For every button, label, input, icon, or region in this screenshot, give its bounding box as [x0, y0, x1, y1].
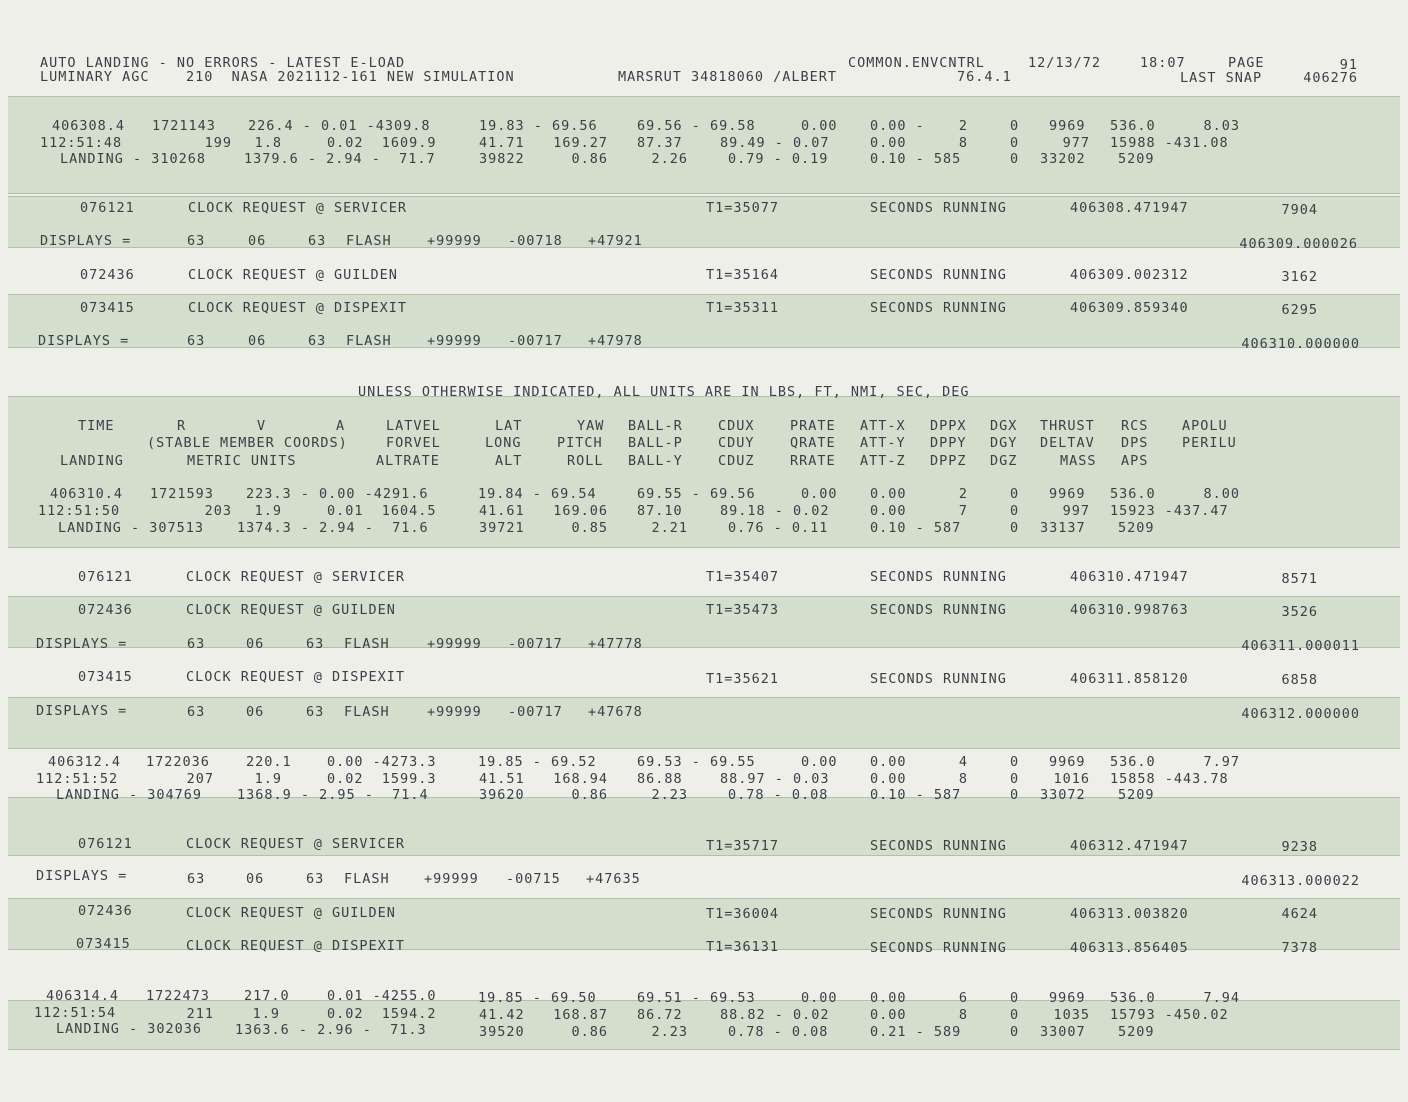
display-r3: +47921 — [588, 233, 643, 249]
display-r2: -00717 — [508, 636, 563, 652]
clock-address: 072436 — [78, 602, 133, 618]
display-time: 406310.000000 — [1241, 336, 1360, 352]
snap-time: 406308.4 — [52, 118, 126, 134]
snap-r: 211 — [186, 1006, 214, 1022]
clock-running-label: SECONDS RUNNING — [870, 671, 1007, 687]
snap-pitch: 168.87 — [553, 1007, 608, 1023]
snap-thrust: 9969 — [1049, 486, 1086, 502]
clock-t1: T1=35621 — [706, 671, 780, 687]
program-name: COMMON.ENVCNTRL — [848, 55, 985, 71]
snap-mass: 33007 — [1040, 1024, 1086, 1040]
display-verb: 63 — [187, 333, 206, 349]
col-altrate: ALTRATE — [376, 453, 440, 469]
snap-dgy: 0 — [1010, 503, 1020, 519]
snap-dgy: 0 — [1010, 771, 1020, 787]
snap-attz: 0.21 - 589 — [870, 1024, 962, 1040]
snap-atty: 0.00 — [870, 503, 907, 519]
clock-t1: T1=36131 — [706, 939, 780, 955]
snap-apolu: 8.03 — [1203, 118, 1240, 134]
report-subtitle: LUMINARY AGC 210 NASA 2021112-161 NEW SIMULATION — [40, 69, 515, 85]
snap-met: 112:51:52 — [36, 771, 119, 787]
display-flash: FLASH — [344, 704, 390, 720]
snap-dg: 0 — [1010, 486, 1020, 502]
display-time: 406311.000011 — [1241, 638, 1360, 654]
display-prog: 63 — [306, 636, 325, 652]
snap-r: 1721593 — [150, 486, 214, 502]
col-perilu: PERILU — [1182, 435, 1237, 451]
snap-cduz: 0.76 - 0.11 — [728, 520, 829, 536]
clock-running-label: SECONDS RUNNING — [870, 940, 1007, 956]
snap-met: 112:51:50 — [38, 503, 121, 519]
snap-bally: 2.21 — [651, 520, 688, 536]
col-prate: PRATE — [790, 418, 836, 434]
clock-running-label: SECONDS RUNNING — [870, 838, 1007, 854]
display-noun: 06 — [248, 333, 267, 349]
clock-count: 8571 — [1281, 571, 1318, 587]
snap-met: 112:51:54 — [34, 1005, 117, 1021]
display-r3: +47778 — [588, 636, 643, 652]
last-snap-value: 406276 — [1303, 70, 1358, 86]
snap-cduy: 89.18 - 0.02 — [720, 503, 830, 519]
display-flash: FLASH — [346, 233, 392, 249]
snap-alt: 39822 — [479, 151, 525, 167]
snap-cduz: 0.78 - 0.08 — [728, 1024, 829, 1040]
clock-request: CLOCK REQUEST @ SERVICER — [186, 569, 406, 585]
display-r2: -00717 — [508, 333, 563, 349]
snap-ball: 69.56 - 69.58 — [637, 118, 756, 134]
col-ball-p: BALL-P — [628, 435, 683, 451]
col-pitch: PITCH — [557, 435, 603, 451]
clock-address: 072436 — [80, 267, 135, 283]
col-yaw: YAW — [577, 418, 605, 434]
col-dppx: DPPX — [930, 418, 967, 434]
snap-dps: 15793 -450.02 — [1110, 1007, 1229, 1023]
snap-landing: LANDING - 307513 — [58, 520, 205, 536]
clock-request: CLOCK REQUEST @ SERVICER — [186, 836, 406, 852]
col-thrust: THRUST — [1040, 418, 1095, 434]
snap-v: 217.0 — [244, 988, 290, 1004]
col-ball-r: BALL-R — [628, 418, 683, 434]
snap-attz: 0.10 - 587 — [870, 787, 962, 803]
clock-count: 3526 — [1281, 604, 1318, 620]
snap-prate: 0.00 — [801, 754, 838, 770]
snap-long: 41.61 — [479, 503, 525, 519]
clock-seconds: 406308.471947 — [1070, 200, 1189, 216]
display-r1: +99999 — [427, 704, 482, 720]
clock-address: 073415 — [80, 300, 135, 316]
snap-a: 0.01 1604.5 — [327, 503, 437, 519]
snap-bally: 2.23 — [651, 787, 688, 803]
col-landing: LANDING — [60, 453, 124, 469]
display-verb: 63 — [187, 704, 206, 720]
display-verb: 63 — [187, 233, 206, 249]
version-number: 76.4.1 — [957, 69, 1012, 85]
snap-apolu: 8.00 — [1203, 486, 1240, 502]
col-rrate: RRATE — [790, 453, 836, 469]
clock-running-label: SECONDS RUNNING — [870, 602, 1007, 618]
col-att-x: ATT-X — [860, 418, 906, 434]
clock-request: CLOCK REQUEST @ DISPEXIT — [186, 938, 406, 954]
snap-ballp: 86.88 — [637, 771, 683, 787]
snap-v: 220.1 — [246, 754, 292, 770]
snap-deltav: 1035 — [1053, 1007, 1090, 1023]
displays-label: DISPLAYS = — [36, 703, 128, 719]
snap-thrust: 9969 — [1049, 754, 1086, 770]
col-r: R — [177, 418, 187, 434]
col-rcs: RCS — [1121, 418, 1149, 434]
snap-r: 207 — [186, 771, 214, 787]
clock-address: 076121 — [80, 200, 135, 216]
clock-seconds: 406313.856405 — [1070, 940, 1189, 956]
snap-v: 1.9 — [254, 771, 282, 787]
snap-long: 41.51 — [479, 771, 525, 787]
paper-band — [8, 697, 1400, 749]
clock-count: 7378 — [1281, 940, 1318, 956]
snap-met: 112:51:48 — [40, 135, 123, 151]
snap-bally: 2.26 — [651, 151, 688, 167]
clock-t1: T1=35164 — [706, 267, 780, 283]
snap-att: 0.00 — [870, 486, 907, 502]
clock-count: 4624 — [1281, 906, 1318, 922]
col-metric-units: METRIC UNITS — [187, 453, 297, 469]
snap-mass: 33202 — [1040, 151, 1086, 167]
clock-t1: T1=35077 — [706, 200, 780, 216]
snap-ballp: 87.37 — [637, 135, 683, 151]
snap-alt: 39620 — [479, 787, 525, 803]
snap-dps: 15988 -431.08 — [1110, 135, 1229, 151]
snap-dpp: 2 — [958, 118, 968, 134]
snap-r: 199 — [204, 135, 232, 151]
clock-address: 073415 — [76, 936, 131, 952]
display-r2: -00715 — [506, 871, 561, 887]
snap-alt: 39721 — [479, 520, 525, 536]
snap-latvel: 1379.6 - 2.94 - 71.7 — [244, 151, 436, 167]
snap-dps: 15858 -443.78 — [1110, 771, 1229, 787]
snap-dg: 0 — [1010, 990, 1020, 1006]
col-apolu: APOLU — [1182, 418, 1228, 434]
snap-roll: 0.86 — [571, 787, 608, 803]
snap-dgz: 0 — [1010, 151, 1020, 167]
snap-att: 0.00 — [870, 990, 907, 1006]
col-cdux: CDUX — [718, 418, 755, 434]
clock-address: 076121 — [78, 836, 133, 852]
clock-running-label: SECONDS RUNNING — [870, 300, 1007, 316]
snap-cduy: 88.82 - 0.02 — [720, 1007, 830, 1023]
col-dgz: DGZ — [990, 453, 1018, 469]
display-noun: 06 — [248, 233, 267, 249]
col-att-z: ATT-Z — [860, 453, 906, 469]
snap-a-latvel: 0.00 -4273.3 — [327, 754, 437, 770]
col-dgx: DGX — [990, 418, 1018, 434]
snap-latvel: 1368.9 - 2.95 - 71.4 — [237, 787, 429, 803]
snap-attz: 0.10 - 587 — [870, 520, 962, 536]
clock-count: 3162 — [1281, 269, 1318, 285]
snap-dpp: 2 — [958, 486, 968, 502]
snap-v: 1.9 — [252, 1006, 280, 1022]
snap-prate: 0.00 — [801, 990, 838, 1006]
clock-seconds: 406311.858120 — [1070, 671, 1189, 687]
col-cduz: CDUZ — [718, 453, 755, 469]
clock-t1: T1=35311 — [706, 300, 780, 316]
report-time: 18:07 — [1140, 55, 1186, 71]
col-mass: MASS — [1060, 453, 1097, 469]
display-time: 406309.000026 — [1239, 236, 1358, 252]
clock-seconds: 406309.002312 — [1070, 267, 1189, 283]
clock-count: 7904 — [1281, 202, 1318, 218]
col-stable-member: (STABLE MEMBER COORDS) — [147, 435, 348, 451]
col-alt: ALT — [495, 453, 523, 469]
clock-count: 6295 — [1281, 302, 1318, 318]
snap-long: 41.71 — [479, 135, 525, 151]
page-label: PAGE — [1228, 55, 1265, 71]
display-r3: +47678 — [588, 704, 643, 720]
clock-running-label: SECONDS RUNNING — [870, 569, 1007, 585]
clock-request: CLOCK REQUEST @ DISPEXIT — [186, 669, 406, 685]
col-aps: APS — [1121, 453, 1149, 469]
col-ball-y: BALL-Y — [628, 453, 683, 469]
snap-dgz: 0 — [1010, 787, 1020, 803]
snap-dppy: 8 — [958, 1007, 968, 1023]
snap-pitch: 168.94 — [553, 771, 608, 787]
snap-a: 0.02 1599.3 — [327, 771, 437, 787]
clock-t1: T1=35407 — [706, 569, 780, 585]
clock-t1: T1=36004 — [706, 906, 780, 922]
report-date: 12/13/72 — [1028, 55, 1102, 71]
display-flash: FLASH — [344, 871, 390, 887]
col-time: TIME — [78, 418, 115, 434]
snap-bally: 2.23 — [651, 1024, 688, 1040]
snap-mass: 33072 — [1040, 787, 1086, 803]
snap-attz: 0.10 - 585 — [870, 151, 962, 167]
snap-lat-yaw: 19.85 - 69.52 — [478, 754, 597, 770]
snap-thrust: 9969 — [1049, 118, 1086, 134]
clock-request: CLOCK REQUEST @ DISPEXIT — [188, 300, 408, 316]
snap-dpp: 4 — [958, 754, 968, 770]
col-dppy: DPPY — [930, 435, 967, 451]
snap-rcs: 536.0 — [1110, 754, 1156, 770]
snap-pitch: 169.06 — [553, 503, 608, 519]
report-title: AUTO LANDING - NO ERRORS - LATEST E-LOAD — [40, 55, 406, 71]
snap-v: 1.9 — [254, 503, 282, 519]
col-dgy: DGY — [990, 435, 1018, 451]
clock-count: 9238 — [1281, 839, 1318, 855]
clock-seconds: 406309.859340 — [1070, 300, 1189, 316]
snap-v: 1.8 — [254, 135, 282, 151]
snap-apolu: 7.94 — [1203, 990, 1240, 1006]
col-deltav: DELTAV — [1040, 435, 1095, 451]
display-prog: 63 — [306, 704, 325, 720]
snap-atty: 0.00 — [870, 1007, 907, 1023]
col-dppz: DPPZ — [930, 453, 967, 469]
snap-latvel: 1363.6 - 2.96 - 71.3 — [235, 1022, 427, 1038]
clock-address: 072436 — [78, 903, 133, 919]
snap-dppy: 8 — [958, 771, 968, 787]
snap-ballp: 87.10 — [637, 503, 683, 519]
snap-atty: 0.00 — [870, 771, 907, 787]
snap-dps: 15923 -437.47 — [1110, 503, 1229, 519]
snap-prate: 0.00 — [801, 486, 838, 502]
snap-r: 203 — [204, 503, 232, 519]
snap-roll: 0.86 — [571, 1024, 608, 1040]
display-noun: 06 — [246, 871, 265, 887]
display-r2: -00718 — [508, 233, 563, 249]
snap-rcs: 536.0 — [1110, 486, 1156, 502]
col-lat: LAT — [495, 418, 523, 434]
snap-ballp: 86.72 — [637, 1007, 683, 1023]
col-a: A — [336, 418, 346, 434]
snap-dpp: 6 — [958, 990, 968, 1006]
snap-lat-yaw: 19.83 - 69.56 — [479, 118, 598, 134]
snap-rcs: 536.0 — [1110, 990, 1156, 1006]
display-prog: 63 — [306, 871, 325, 887]
snap-r: 1722036 — [146, 754, 210, 770]
snap-time: 406314.4 — [46, 988, 120, 1004]
snap-ball: 69.51 - 69.53 — [637, 990, 756, 1006]
clock-running-label: SECONDS RUNNING — [870, 906, 1007, 922]
snap-a-latvel: 0.01 -4255.0 — [327, 988, 437, 1004]
display-prog: 63 — [308, 233, 327, 249]
clock-count: 6858 — [1281, 672, 1318, 688]
col-roll: ROLL — [567, 453, 604, 469]
clock-request: CLOCK REQUEST @ GUILDEN — [188, 267, 398, 283]
snap-long: 41.42 — [479, 1007, 525, 1023]
col-dps: DPS — [1121, 435, 1149, 451]
clock-request: CLOCK REQUEST @ GUILDEN — [186, 905, 396, 921]
snap-ball: 69.55 - 69.56 — [637, 486, 756, 502]
display-verb: 63 — [187, 871, 206, 887]
snap-pitch: 169.27 — [553, 135, 608, 151]
snap-deltav: 1016 — [1053, 771, 1090, 787]
snap-cduy: 89.49 - 0.07 — [720, 135, 830, 151]
snap-r: 1722473 — [146, 988, 210, 1004]
snap-landing: LANDING - 310268 — [60, 151, 207, 167]
snap-prate: 0.00 — [801, 118, 838, 134]
display-flash: FLASH — [344, 636, 390, 652]
clock-running-label: SECONDS RUNNING — [870, 267, 1007, 283]
snap-att: 0.00 — [870, 754, 907, 770]
display-r3: +47635 — [586, 871, 641, 887]
clock-address: 076121 — [78, 569, 133, 585]
snap-a: 0.02 1594.2 — [327, 1006, 437, 1022]
page-number: 91 — [1339, 57, 1358, 73]
snap-aps: 5209 — [1118, 151, 1155, 167]
display-noun: 06 — [246, 704, 265, 720]
units-note: UNLESS OTHERWISE INDICATED, ALL UNITS ARE IN LBS, FT, NMI, SEC, DEG — [358, 384, 970, 400]
snap-time: 406310.4 — [50, 486, 124, 502]
display-r1: +99999 — [427, 233, 482, 249]
snap-cduz: 0.79 - 0.19 — [728, 151, 829, 167]
clock-running-label: SECONDS RUNNING — [870, 200, 1007, 216]
clock-t1: T1=35473 — [706, 602, 780, 618]
snap-cduy: 88.97 - 0.03 — [720, 771, 830, 787]
snap-lat-yaw: 19.84 - 69.54 — [478, 486, 597, 502]
snap-dppy: 7 — [958, 503, 968, 519]
snap-cduz: 0.78 - 0.08 — [728, 787, 829, 803]
snap-r: 1721143 — [152, 118, 216, 134]
col-forvel: FORVEL — [386, 435, 441, 451]
snap-deltav: 997 — [1062, 503, 1090, 519]
display-r1: +99999 — [427, 333, 482, 349]
snap-apolu: 7.97 — [1203, 754, 1240, 770]
snap-landing: LANDING - 302036 — [56, 1021, 203, 1037]
snap-a: 0.02 1609.9 — [327, 135, 437, 151]
displays-label: DISPLAYS = — [36, 636, 128, 652]
display-r1: +99999 — [427, 636, 482, 652]
clock-t1: T1=35717 — [706, 838, 780, 854]
displays-label: DISPLAYS = — [36, 868, 128, 884]
clock-request: CLOCK REQUEST @ GUILDEN — [186, 602, 396, 618]
snap-lat-yaw: 19.85 - 69.50 — [478, 990, 597, 1006]
snap-alt: 39520 — [479, 1024, 525, 1040]
snap-dg: 0 — [1010, 754, 1020, 770]
snap-rcs: 536.0 — [1110, 118, 1156, 134]
display-r3: +47978 — [588, 333, 643, 349]
snap-time: 406312.4 — [48, 754, 122, 770]
snap-dgy: 0 — [1010, 1007, 1020, 1023]
clock-seconds: 406313.003820 — [1070, 906, 1189, 922]
display-r2: -00717 — [508, 704, 563, 720]
display-prog: 63 — [308, 333, 327, 349]
display-flash: FLASH — [346, 333, 392, 349]
col-qrate: QRATE — [790, 435, 836, 451]
snap-landing: LANDING - 304769 — [56, 787, 203, 803]
clock-seconds: 406310.471947 — [1070, 569, 1189, 585]
col-cduy: CDUY — [718, 435, 755, 451]
snap-va: 223.3 - 0.00 -4291.6 — [246, 486, 429, 502]
display-noun: 06 — [246, 636, 265, 652]
display-r1: +99999 — [424, 871, 479, 887]
job-id: MARSRUT 34818060 /ALBERT — [618, 69, 838, 85]
snap-dg: 0 — [1010, 118, 1020, 134]
clock-address: 073415 — [78, 669, 133, 685]
col-v: V — [257, 418, 267, 434]
displays-label: DISPLAYS = — [40, 233, 132, 249]
snap-aps: 5209 — [1118, 787, 1155, 803]
snap-latvel: 1374.3 - 2.94 - 71.6 — [237, 520, 429, 536]
snap-att: 0.00 - — [870, 118, 925, 134]
clock-seconds: 406312.471947 — [1070, 838, 1189, 854]
displays-label: DISPLAYS = — [38, 333, 130, 349]
last-snap-label: LAST SNAP — [1180, 70, 1263, 86]
snap-mass: 33137 — [1040, 520, 1086, 536]
snap-atty: 0.00 — [870, 135, 907, 151]
snap-va: 226.4 - 0.01 -4309.8 — [248, 118, 431, 134]
snap-ball: 69.53 - 69.55 — [637, 754, 756, 770]
display-verb: 63 — [187, 636, 206, 652]
snap-roll: 0.85 — [571, 520, 608, 536]
snap-aps: 5209 — [1118, 1024, 1155, 1040]
col-latvel: LATVEL — [386, 418, 441, 434]
clock-request: CLOCK REQUEST @ SERVICER — [188, 200, 408, 216]
snap-dppy: 8 — [958, 135, 968, 151]
snap-roll: 0.86 — [571, 151, 608, 167]
snap-dgz: 0 — [1010, 1024, 1020, 1040]
snap-deltav: 977 — [1062, 135, 1090, 151]
snap-dgz: 0 — [1010, 520, 1020, 536]
clock-seconds: 406310.998763 — [1070, 602, 1189, 618]
snap-thrust: 9969 — [1049, 990, 1086, 1006]
snap-aps: 5209 — [1118, 520, 1155, 536]
display-time: 406312.000000 — [1241, 706, 1360, 722]
display-time: 406313.000022 — [1241, 873, 1360, 889]
snap-dgy: 0 — [1010, 135, 1020, 151]
col-long: LONG — [485, 435, 522, 451]
col-att-y: ATT-Y — [860, 435, 906, 451]
